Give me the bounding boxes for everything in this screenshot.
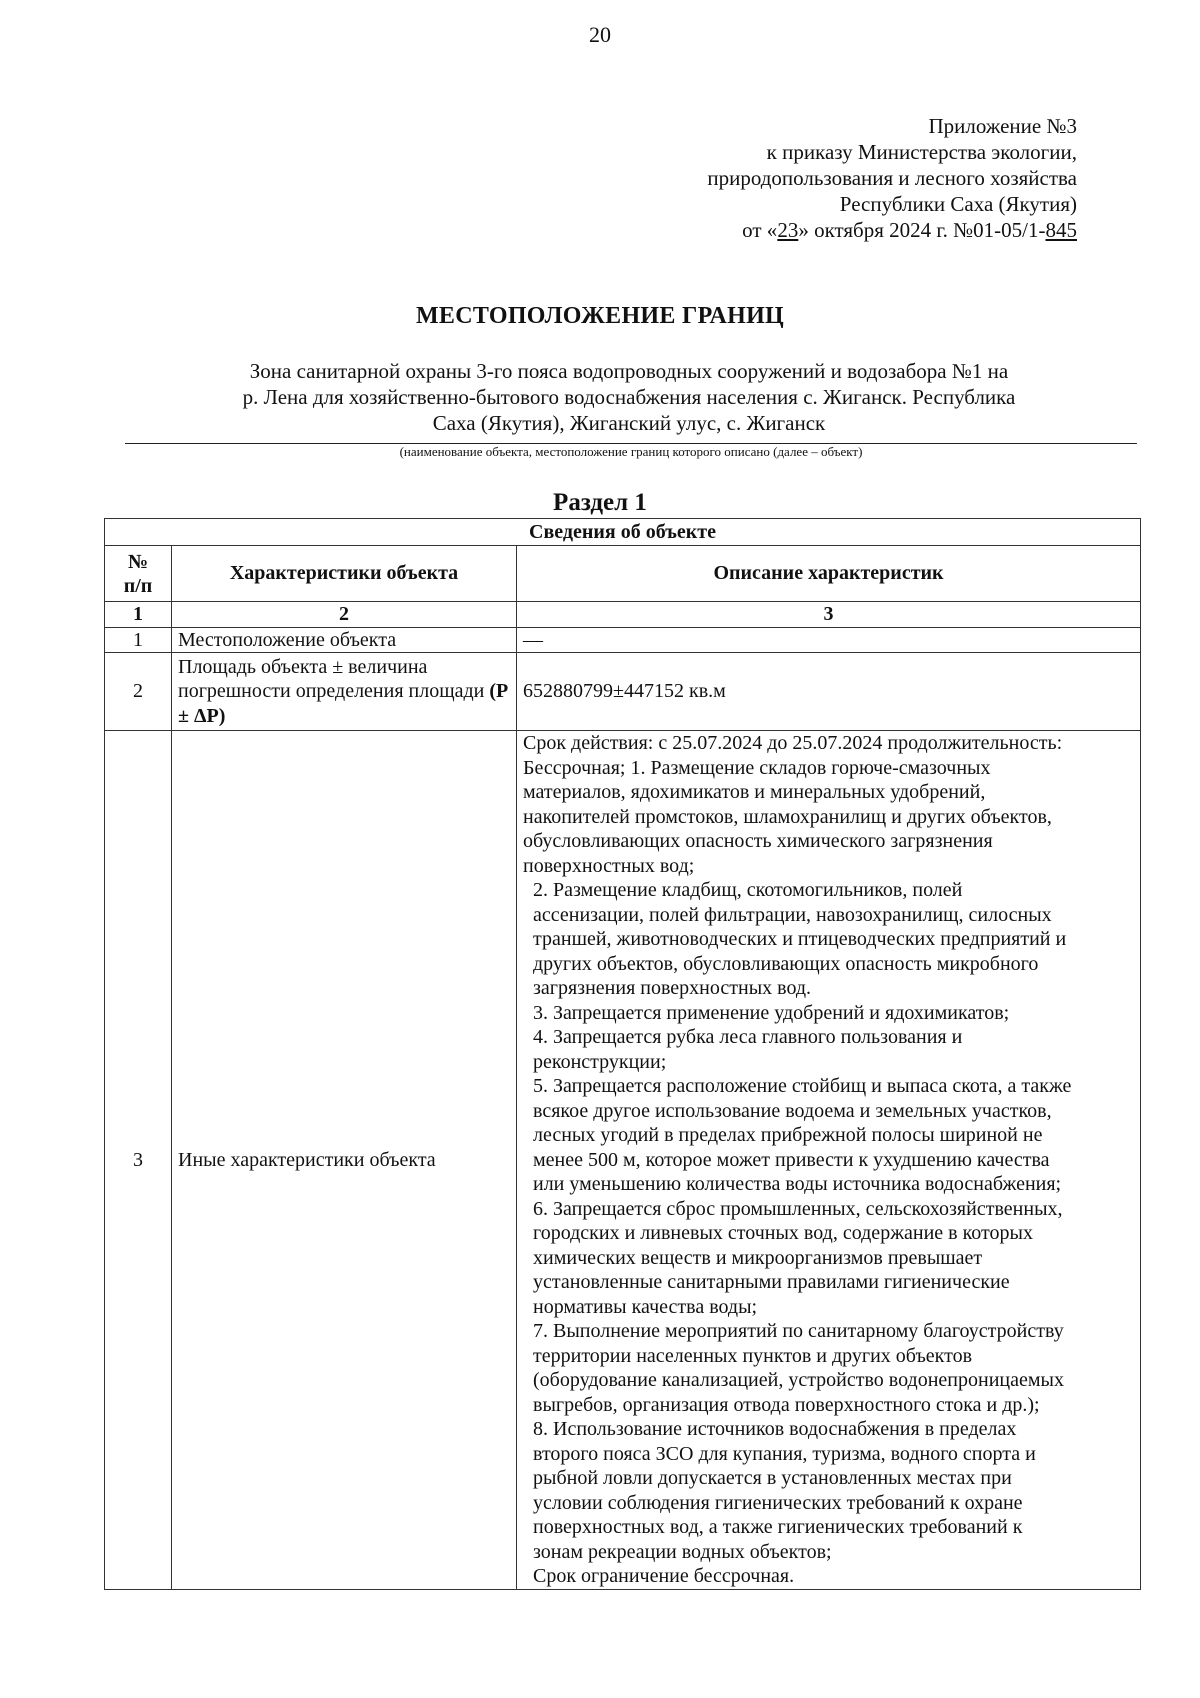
appendix-line: Приложение №3: [928, 114, 1077, 138]
row-value: [517, 731, 1141, 1590]
header-description: Описание характеристик: [517, 546, 1141, 602]
row-characteristic-text: Площадь объекта ± величина погрешности определения площади: [178, 655, 490, 703]
date-day: 23: [777, 218, 799, 242]
restrictions-list: [523, 878, 1134, 1589]
row-characteristic: [172, 653, 517, 731]
table-caption-row: [105, 519, 1141, 546]
table-row: [105, 653, 1141, 731]
row-num: 2: [105, 653, 172, 731]
document-title: МЕСТОПОЛОЖЕНИЕ ГРАНИЦ: [415, 303, 785, 329]
object-name-caption: (наименование объекта, местоположение границ которого описано (далее – объект): [399, 444, 863, 459]
restriction-item: 6. Запрещается сброс промышленных, сельскохозяйственных, городских и ливневых сточных вод, содержание в которых химических веществ и микроорганизмов превышает установленные санитарными правилами гигиенические нормативы качества воды;: [533, 1197, 1063, 1318]
column-number: 3: [517, 602, 1141, 628]
row-characteristic-formula: (Р ± ΔР): [178, 680, 509, 727]
row-num: 3: [105, 731, 172, 1590]
appendix-line: к приказу Министерства экологии,: [766, 140, 1077, 164]
appendix-line: Республики Саха (Якутия): [839, 192, 1077, 216]
table-row: [105, 627, 1141, 653]
restriction-item: 2. Размещение кладбищ, скотомогильников, полей ассенизации, полей фильтрации, навозохранилищ, силосных траншей, животноводческих и птицеводческих предприятий и других объектов, обусловливающих опасность микробного загрязнения поверхностных вод.: [533, 879, 1067, 999]
appendix-line: природопользования и лесного хозяйства: [707, 166, 1077, 190]
restrictions-intro: Срок действия: с 25.07.2024 до 25.07.2024 продолжительность: Бессрочная; 1. Размещение складов горюче-смазочных материалов, ядохимикатов и минеральных удобрений, накопителей промстоков, шламохранилищ и других объектов, обусловливающих опасность химического загрязнения поверхностных вод;: [523, 732, 1063, 877]
row-value: —: [517, 627, 1141, 653]
order-number: 845: [1045, 218, 1077, 242]
restriction-item: 3. Запрещается применение удобрений и ядохимикатов;: [533, 1001, 1010, 1024]
table-caption: Сведения об объекте: [105, 519, 1141, 546]
restriction-item: 7. Выполнение мероприятий по санитарному благоустройству территории населенных пунктов и других объектов (оборудование канализацией, устройство водонепроницаемых выгребов, организация отвода поверхностного стока и др.);: [533, 1320, 1064, 1416]
row-characteristic: Иные характеристики объекта: [172, 731, 517, 1590]
date-middle: » октября 2024 г. №01-05/1-: [798, 218, 1046, 242]
object-info-table: [104, 518, 1141, 1590]
appendix-block: [707, 113, 1077, 243]
restriction-item: 4. Запрещается рубка леса главного пользования и реконструкции;: [533, 1026, 963, 1073]
header-num: № п/п: [105, 546, 172, 602]
object-name-line: Саха (Якутия), Жиганский улус, с. Жиганск: [432, 411, 826, 435]
object-name: [120, 358, 1138, 436]
date-prefix: от «: [742, 218, 778, 242]
appendix-date: [707, 217, 1077, 243]
column-number: 1: [105, 602, 172, 628]
header-characteristic: Характеристики объекта: [172, 546, 517, 602]
row-value: 652880799±447152 кв.м: [517, 653, 1141, 731]
row-num: 1: [105, 627, 172, 653]
page-number: 20: [589, 22, 611, 47]
restriction-item: 5. Запрещается расположение стойбищ и выпаса скота, а также всякое другое использование водоема и земельных участков, лесных угодий в пределах прибрежной полосы шириной не менее 500 м, которое может привести к ухудшению качества или уменьшению количества воды источника водоснабжения;: [533, 1075, 1072, 1195]
restriction-item: 8. Использование источников водоснабжения в пределах второго пояса ЗСО для купания, туризма, водного спорта и рыбной ловли допускается в установленных местах при условии соблюдения гигиенических требований к охране поверхностных вод, а также гигиенических требований к зонам рекреации водных объектов;: [533, 1418, 1036, 1563]
table-row: [105, 731, 1141, 1590]
section-title: Раздел 1: [553, 489, 647, 516]
table-header-row: [105, 546, 1141, 602]
object-name-line: р. Лена для хозяйственно-бытового водоснабжения населения с. Жиганск. Республика: [242, 385, 1016, 409]
column-number-row: [105, 602, 1141, 628]
restriction-item: Срок ограничение бессрочная.: [533, 1565, 795, 1587]
column-number: 2: [172, 602, 517, 628]
object-name-line: Зона санитарной охраны 3-го пояса водопроводных сооружений и водозабора №1 на: [249, 359, 1009, 383]
row-characteristic: Местоположение объекта: [172, 627, 517, 653]
